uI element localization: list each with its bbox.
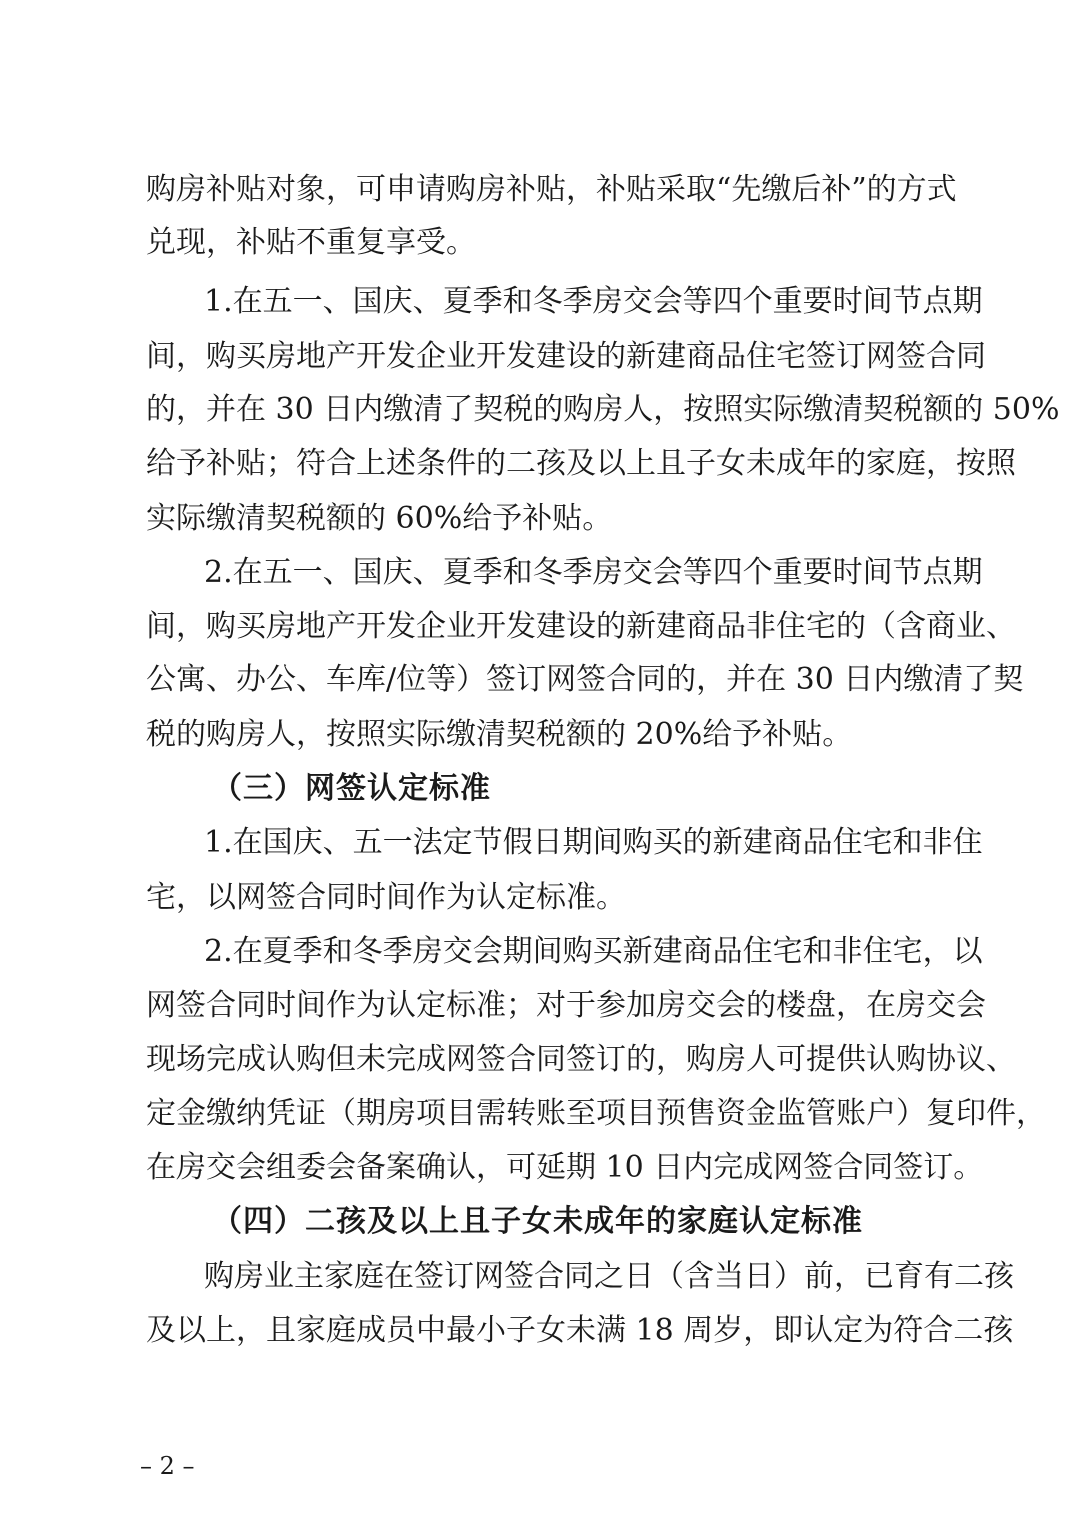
page-number: – 2 – [140,1452,195,1480]
text-line: 现场完成认购但未完成网签合同签订的，购房人可提供认购协议、 [146,1042,1016,1077]
text-line: 1.在国庆、五一法定节假日期间购买的新建商品住宅和非住 [204,825,983,860]
text-line: 1.在五一、国庆、夏季和冬季房交会等四个重要时间节点期 [204,284,983,319]
section-heading: （四）二孩及以上且子女未成年的家庭认定标准 [212,1204,863,1239]
text-line: 购房补贴对象，可申请购房补贴，补贴采取“先缴后补”的方式 [146,172,957,207]
text-line: 实际缴清契税额的 60%给予补贴。 [146,501,613,536]
text-line: 兑现，补贴不重复享受。 [146,225,476,260]
text-line: 2.在夏季和冬季房交会期间购买新建商品住宅和非住宅，以 [204,934,983,969]
text-line: 间，购买房地产开发企业开发建设的新建商品非住宅的（含商业、 [146,609,1016,644]
text-line: 公寓、办公、车库/位等）签订网签合同的，并在 30 日内缴清了契 [146,662,1024,697]
text-line: 网签合同时间作为认定标准；对于参加房交会的楼盘，在房交会 [146,988,986,1023]
text-line: 间，购买房地产开发企业开发建设的新建商品住宅签订网签合同 [146,339,986,374]
text-line: 在房交会组委会备案确认，可延期 10 日内完成网签合同签订。 [146,1150,984,1185]
text-line: 的，并在 30 日内缴清了契税的购房人，按照实际缴清契税额的 50% [146,392,1060,427]
text-line: 税的购房人，按照实际缴清契税额的 20%给予补贴。 [146,717,853,752]
section-heading: （三）网签认定标准 [212,771,491,806]
text-line: 2.在五一、国庆、夏季和冬季房交会等四个重要时间节点期 [204,555,983,590]
text-line: 定金缴纳凭证（期房项目需转账至项目预售资金监管账户）复印件， [146,1096,1046,1131]
text-line: 购房业主家庭在签订网签合同之日（含当日）前，已育有二孩 [204,1259,1014,1294]
text-line: 给予补贴；符合上述条件的二孩及以上且子女未成年的家庭，按照 [146,446,1016,481]
text-line: 及以上，且家庭成员中最小子女未满 18 周岁，即认定为符合二孩 [146,1313,1014,1348]
text-line: 宅，以网签合同时间作为认定标准。 [146,880,626,915]
